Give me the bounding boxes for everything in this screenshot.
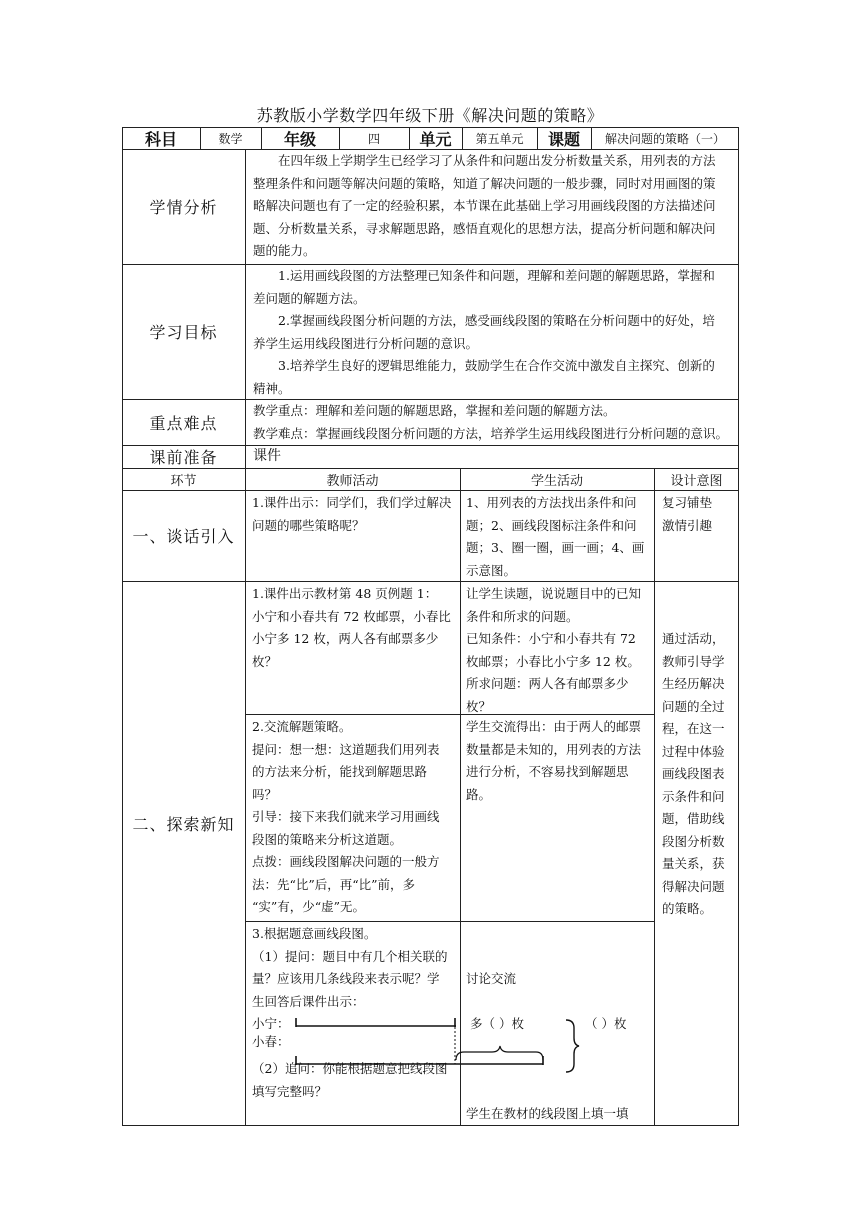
prep-value: 课件 [253, 448, 281, 464]
analysis-text: 在四年级上学期学生已经学习了从条件和问题出发分析数量关系，用列表的方法 整理条件和问题等解决问题的策略，知道了解决问题的一般步骤，同时对用画图的策 略解决问题也有了一定的经验积累，本节课在此基础上学习用画线段图的方法描述问 题、分析数量关系，寻求解题思路，感悟直观化的思想方法，提高分析问题和解决问 题的能力。 [253, 153, 716, 258]
goals-text: 1.运用画线段图的方法整理已知条件和问题，理解和差问题的解题思路，掌握和 差问题的解题方法。 2.掌握画线段图分析问题的方法，感受画线段图的策略在分析问题中的好处，培 养学生运用线段图进行分析问题的意识。 3.培养学生良好的逻辑思维能力，鼓励学生在合作交流中激发自主探究、创新的 精神。 [253, 268, 715, 396]
total-brace [566, 1020, 579, 1072]
grade-value: 四 [367, 131, 380, 146]
stage2-intent: 通过活动， 教师引导学 生经历解决 问题的全过 程，在这一 过程中体验 画线段图表 示条件和问 题，借助线 段图分析数 量关系，获 得解决问题 的策略。 [662, 631, 725, 916]
stage2-teacher-a: 1.课件出示教材第 48 页例题 1： 小宁和小春共有 72 枚邮票，小春比 小宁多 12 枚，两人各有邮票多少 枚？ [252, 586, 451, 669]
subject-label: 科目 [144, 129, 177, 149]
stage2-teacher-b: 2.交流解题策略。 提问：想一想：这道题我们用列表 的方法来分析，能找到解题思路 吗？ 引导：接下来我们就来学习用画线 段图的策略来分析这道题。 点拨：画线段图解决问题的一般方 法：先“比”后，再“比”前，多 “实”有，少“虚”无。 [252, 719, 440, 914]
key-points-text: 教学重点：理解和差问题的解题思路，掌握和差问题的解题方法。 教学难点：掌握画线段图分析问题的方法，培养学生运用线段图进行分析问题的意识。 [253, 403, 729, 441]
subject-value: 数学 [218, 131, 243, 146]
stage2-student-b: 学生交流得出：由于两人的邮票 数量都是未知的，用列表的方法 进行分析，不容易找到解题思 路。 [466, 719, 642, 802]
analysis-label: 学情分析 [149, 198, 218, 217]
ning-line-label: 小宁： [252, 1016, 290, 1031]
stage2-teacher-c2: （2）追问：你能根据题意把线段图 填写完整吗？ [252, 1061, 448, 1099]
chun-segment [296, 1056, 543, 1065]
stage2-teacher-c: 3.根据题意画线段图。 （1）提问：题目中有几个相关联的 量？应该用几条线段来表示呢？学 生回答后课件出示： [252, 926, 448, 1009]
key-points-label: 重点难点 [149, 413, 218, 433]
grade-label: 年级 [283, 129, 316, 149]
stage-header: 环节 [170, 473, 197, 489]
fill-in-text: 学生在教材的线段图上填一填 [466, 1106, 629, 1121]
student-header: 学生活动 [530, 473, 583, 489]
topic-value: 解决问题的策略（一） [604, 131, 725, 146]
unit-value: 第五单元 [475, 131, 524, 146]
ning-segment [296, 1018, 456, 1027]
difference-brace [456, 1046, 543, 1060]
unit-label: 单元 [419, 129, 452, 149]
prep-label: 课前准备 [149, 448, 218, 467]
discuss-text: 讨论交流 [466, 971, 517, 986]
stage1-teacher: 1.课件出示：同学们，我们学过解决 问题的哪些策略呢？ [252, 495, 452, 533]
document-title: 苏教版小学数学四年级下册《解决问题的策略》 [256, 106, 604, 125]
stage1-label: 一、谈话引入 [132, 527, 235, 546]
stage2-label: 二、探索新知 [132, 815, 235, 834]
intent-header: 设计意图 [670, 473, 723, 489]
total-label: （ ）枚 [585, 1016, 627, 1031]
chun-line-label: 小春： [252, 1034, 290, 1049]
stage2-student-a: 让学生读题，说说题目中的已知 条件和所求的问题。 已知条件：小宁和小春共有 72 枚邮票；小春比小宁多 12 枚。 所求问题：两人各有邮票多少 枚？ [466, 586, 642, 714]
stage1-intent: 复习铺垫 激情引趣 [662, 495, 713, 533]
teacher-header: 教师活动 [326, 473, 379, 489]
topic-label: 课题 [547, 129, 580, 149]
more-label: 多（ ）枚 [470, 1016, 524, 1031]
goals-label: 学习目标 [149, 323, 218, 342]
stage1-student: 1、用列表的方法找出条件和问 题；2、画线段图标注条件和问 题；3、圈一圈，画一画；4、画 示意图。 [466, 495, 645, 578]
